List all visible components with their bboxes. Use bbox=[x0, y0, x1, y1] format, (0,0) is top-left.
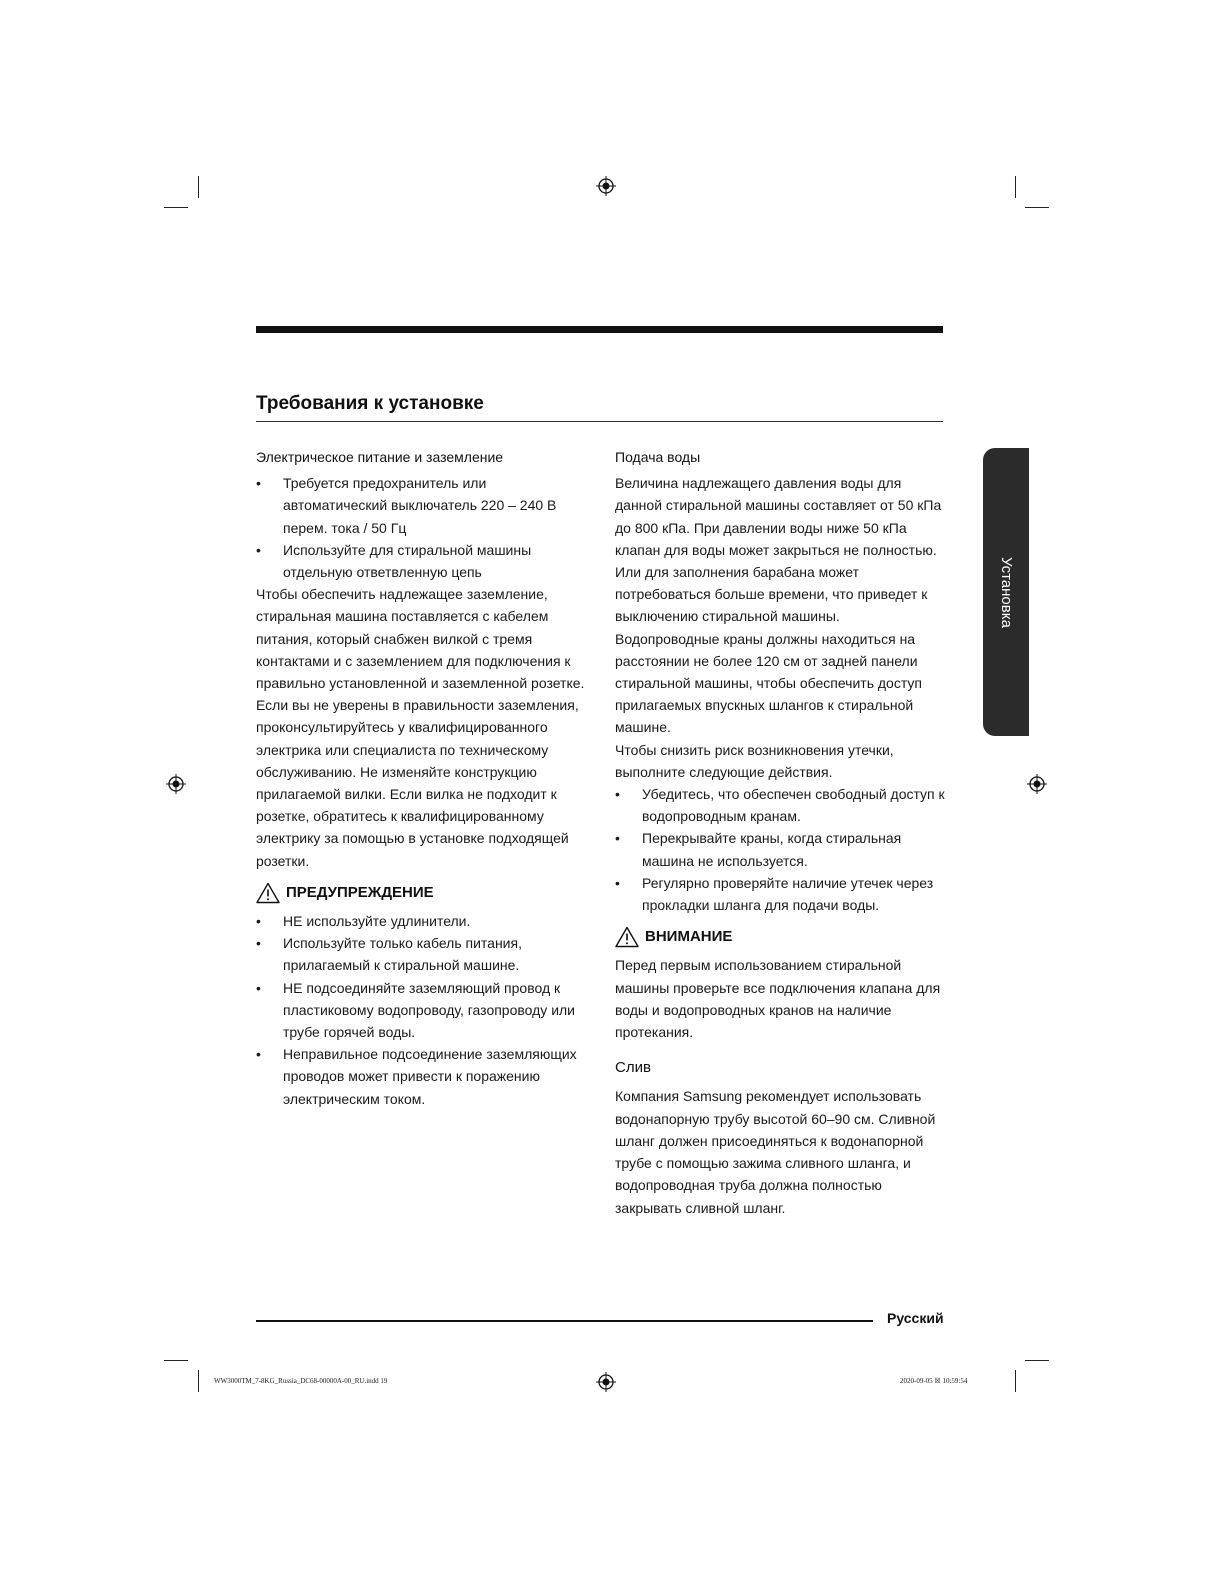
crop-mark bbox=[1015, 176, 1016, 198]
crop-mark bbox=[1015, 1370, 1016, 1392]
paragraph: Величина надлежащего давления воды для данной стиральной машины составляет от 50 кПа до 800 кПа. При давлении воды ниже 50 кПа клапан для воды может закрыться не полностью. Или для заполнения барабана может потребоваться больше времени, что приведет к выключению стиральной машины. Водопроводные краны должны находиться на расстоянии не более 120 см от задней панели стиральной машины, чтобы обеспечить доступ прилагаемых впускных шлангов к стиральной машине. bbox=[615, 475, 942, 736]
crop-mark bbox=[1025, 207, 1049, 208]
side-tab-label: Установка bbox=[997, 556, 1015, 628]
list-item: • НЕ подсоединяйте заземляющий провод к пластиковому водопроводу, газопроводу или трубе горячей воды. bbox=[256, 977, 586, 1044]
paragraph: Компания Samsung рекомендует использовать водонапорную трубу высотой 60–90 см. Сливной шланг должен присоединяться к водонапорной трубе с помощью зажима сливного шланга, и водопроводная труба должна полностью закрывать сливной шланг. bbox=[615, 1088, 936, 1216]
list-item: • Требуется предохранитель или автоматический выключатель 220 – 240 В перем. тока / 50 Гц bbox=[256, 472, 586, 539]
caution-label: ВНИМАНИЕ bbox=[645, 928, 733, 946]
page-title: Требования к установке bbox=[256, 393, 943, 422]
registration-mark-icon bbox=[596, 1372, 616, 1392]
slug-filename: WW3000TM_7-8KG_Russia_DC68-00000A-00_RU.indd 19 bbox=[214, 1377, 388, 1385]
section-heading-power: Электрическое питание и заземление bbox=[256, 449, 504, 465]
slug-timestamp: 2020-09-05 ☒ 10:59:54 bbox=[900, 1377, 968, 1385]
list-item: • Неправильное подсоединение заземляющих проводов может привести к поражению электрическим током. bbox=[256, 1043, 586, 1110]
list-item: • Используйте только кабель питания, прилагаемый к стиральной машине. bbox=[256, 932, 586, 976]
power-bullets bbox=[256, 472, 586, 583]
list-item: • Используйте для стиральной машины отдельную ответвленную цепь bbox=[256, 539, 586, 583]
water-bullets bbox=[615, 783, 945, 916]
right-column bbox=[615, 446, 945, 1219]
crop-mark bbox=[1025, 1360, 1049, 1361]
footer-rule bbox=[256, 1320, 873, 1322]
crop-mark bbox=[198, 1370, 199, 1392]
top-rule bbox=[256, 326, 943, 333]
left-column bbox=[256, 446, 586, 1110]
warning-triangle-icon bbox=[256, 882, 280, 904]
registration-mark-icon bbox=[166, 774, 186, 794]
caution-header bbox=[615, 926, 945, 948]
list-item: • Регулярно проверяйте наличие утечек через прокладки шланга для подачи воды. bbox=[615, 872, 945, 916]
section-heading-drain: Слив bbox=[615, 1059, 651, 1077]
warning-label: ПРЕДУПРЕЖДЕНИЕ bbox=[286, 883, 434, 901]
list-item: • Перекрывайте краны, когда стиральная машина не используется. bbox=[615, 827, 945, 871]
warning-bullets bbox=[256, 910, 586, 1110]
warning-header bbox=[256, 882, 586, 904]
crop-mark bbox=[164, 1360, 188, 1361]
section-heading-water: Подача воды bbox=[615, 449, 701, 465]
paragraph: Чтобы обеспечить надлежащее заземление, стиральная машина поставляется с кабелем питания, который снабжен вилкой с тремя контактами и с заземлением для подключения к правильно установленной и заземленной розетке. bbox=[256, 586, 585, 692]
registration-mark-icon bbox=[1027, 774, 1047, 794]
paragraph: Перед первым использованием стиральной машины проверьте все подключения клапана для воды и водопроводных кранов на наличие протекания. bbox=[615, 957, 941, 1041]
footer-language: Русский bbox=[887, 1310, 944, 1326]
list-item: • НЕ используйте удлинители. bbox=[256, 910, 586, 932]
crop-mark bbox=[164, 207, 188, 208]
crop-mark bbox=[198, 176, 199, 198]
registration-mark-icon bbox=[596, 176, 616, 196]
list-item: • Убедитесь, что обеспечен свободный доступ к водопроводным кранам. bbox=[615, 783, 945, 827]
paragraph: Чтобы снизить риск возникновения утечки, выполните следующие действия. bbox=[615, 741, 894, 780]
caution-triangle-icon bbox=[615, 926, 639, 948]
paragraph: Если вы не уверены в правильности заземления, проконсультируйтесь у квалифицированного электрика или специалиста по техническому обслуживанию. Не изменяйте конструкцию прилагаемой вилки. Если вилка не подходит к розетке, обратитесь к квалифицированному электрику за помощью в установке подходящей розетки. bbox=[256, 697, 579, 869]
